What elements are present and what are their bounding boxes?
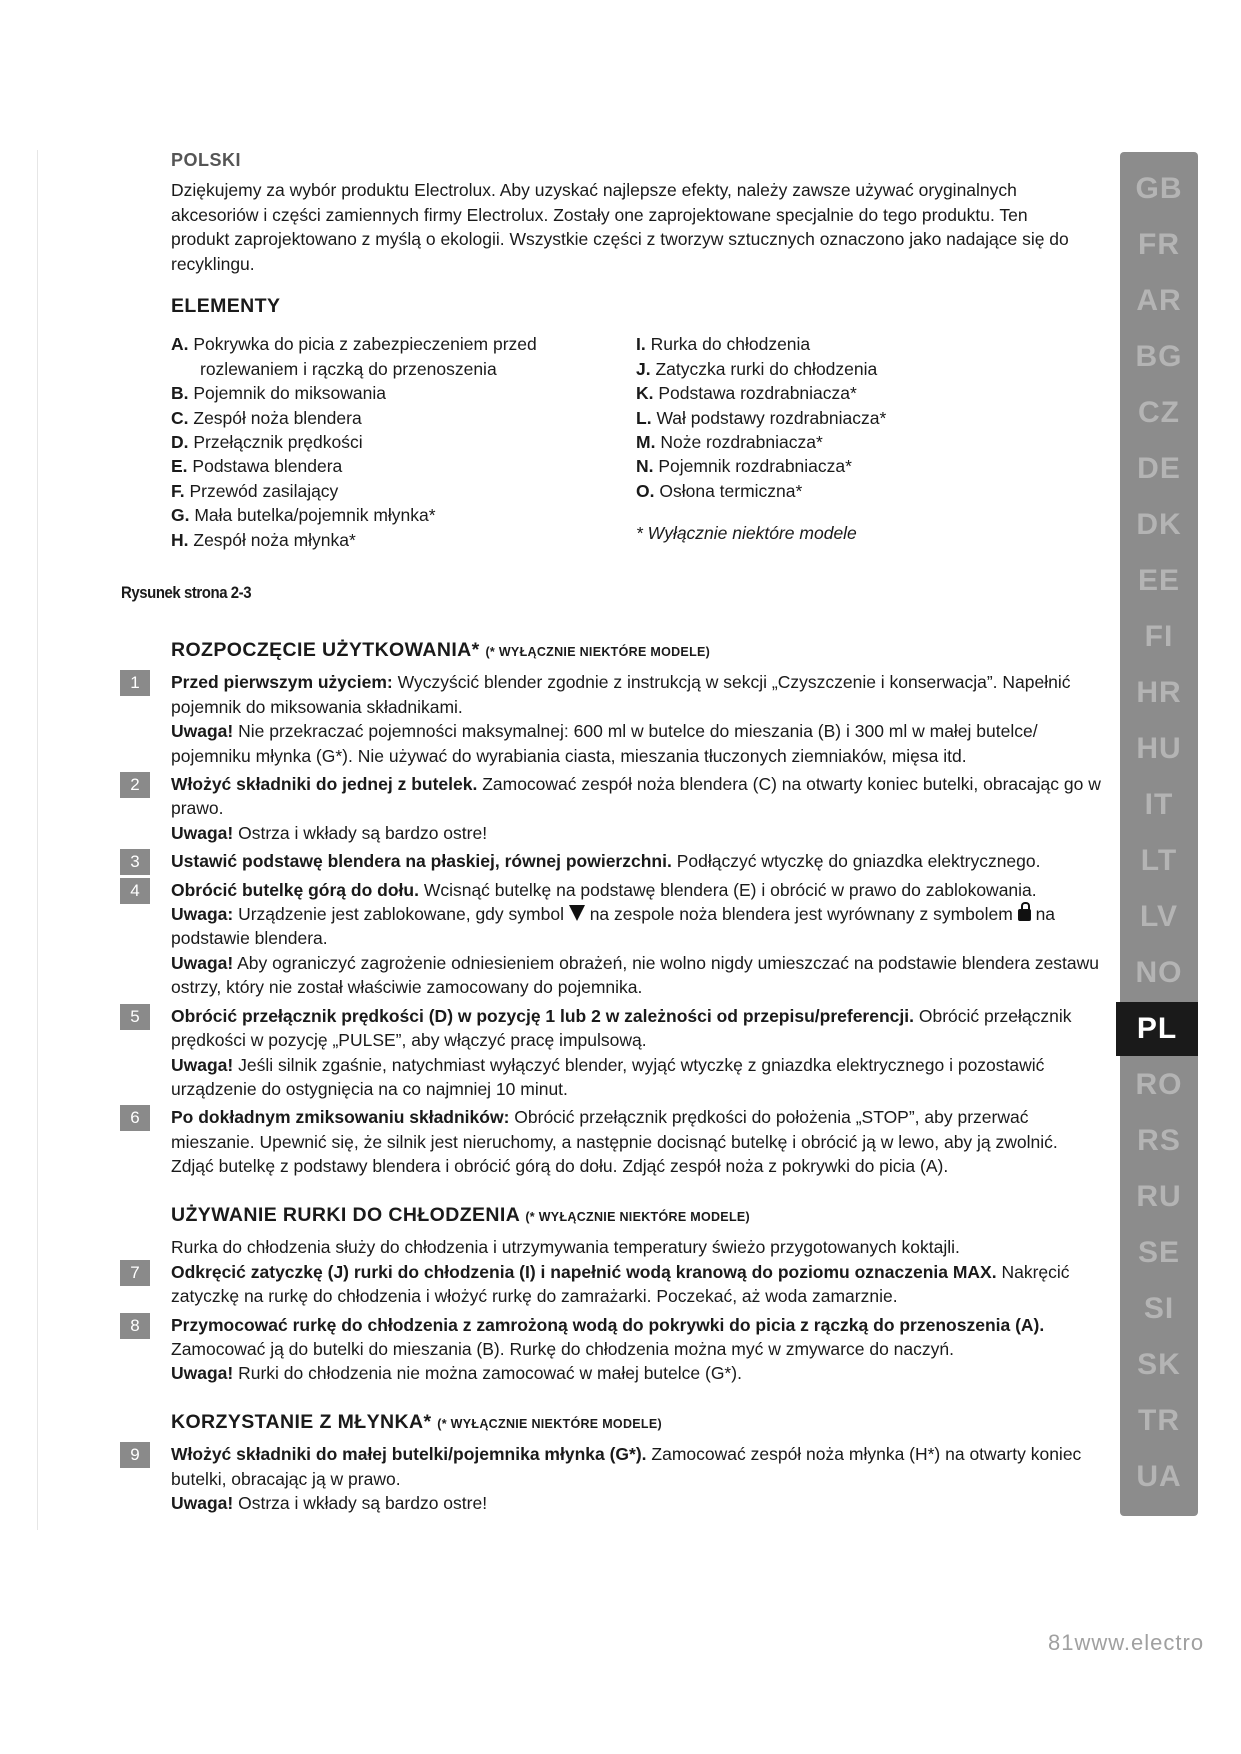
tab-ru[interactable]: RU: [1136, 1180, 1182, 1213]
tab-bg[interactable]: BG: [1135, 340, 1183, 373]
elements-list: [171, 332, 1101, 552]
step-1: 1 Przed pierwszym użyciem: Wyczyścić blender zgodnie z instrukcją w sekcji „Czyszczenie i konserwacja”. Napełnić pojemnik do miksowania składnikami. Uwaga! Nie przekraczać pojemności maksymalnej: 600 ml w butelce do mieszania (B) i 300 ml w małej butelce/ pojemniku młynka (G*). Nie używać do wyrabiania ciasta, mieszania tłuczonych ziemniaków, mięsa itd.: [171, 670, 1101, 768]
tab-lv[interactable]: LV: [1139, 900, 1179, 933]
tab-hr[interactable]: HR: [1136, 676, 1182, 709]
page-footer: 81www.electro: [1048, 1630, 1205, 1655]
element-item-continuation: rozlewaniem i rączką do przenoszenia: [200, 358, 497, 379]
section-cooling-tube: [130, 1193, 1101, 1386]
element-item: O. Osłona termiczna*: [636, 480, 803, 501]
step-4: 4 Obrócić butelkę górą do dołu. Wcisnąć butelkę na podstawę blendera (E) i obrócić w prawo do zablokowania. Uwaga: Urządzenie jest zablokowane, gdy symbol na zespole noża blendera jest wyrównany z symbolem na podstawie blendera. Uwaga! Aby ograniczyć zagrożenie odniesieniem obrażeń, nie wolno nigdy umieszczać na podstawie blendera zestawu ostrzy, który nie został właściwie zamocowany do pojemnika.: [171, 878, 1101, 1000]
elements-footnote: * Wyłącznie niektóre modele: [636, 523, 857, 544]
element-item: D. Przełącznik prędkości: [171, 432, 363, 453]
element-item: N. Pojemnik rozdrabniacza*: [636, 456, 852, 477]
tab-rs[interactable]: RS: [1137, 1124, 1181, 1157]
figure-reference: Rysunek strona 2-3: [121, 583, 252, 602]
tab-dk[interactable]: DK: [1136, 508, 1182, 541]
section-heading: UŻYWANIE RURKI DO CHŁODZENIA (* WYŁĄCZNIE NIEKTÓRE MODELE): [171, 1204, 750, 1226]
element-item: B. Pojemnik do miksowania: [171, 383, 386, 404]
tab-se[interactable]: SE: [1137, 1236, 1181, 1269]
section-heading: ROZPOCZĘCIE UŻYTKOWANIA* (* WYŁĄCZNIE NIEKTÓRE MODELE): [171, 639, 711, 661]
tab-it[interactable]: IT: [1144, 788, 1174, 821]
page-content: [171, 148, 1101, 552]
tab-si[interactable]: SI: [1143, 1292, 1175, 1325]
element-item: C. Zespół noża blendera: [171, 407, 362, 428]
elements-left-column: [171, 332, 636, 552]
element-item: K. Podstawa rozdrabniacza*: [636, 383, 857, 404]
tab-cz[interactable]: CZ: [1138, 396, 1180, 429]
elements-right-column: [636, 332, 1096, 552]
tab-ee[interactable]: EE: [1137, 564, 1181, 597]
element-item: I. Rurka do chłodzenia: [636, 334, 811, 355]
left-margin-rule: [37, 150, 38, 1530]
elements-heading: ELEMENTY: [171, 295, 281, 318]
step-6: 6 Po dokładnym zmiksowaniu składników: Obrócić przełącznik prędkości do położenia „STOP”, aby przerwać mieszanie. Upewnić się, że silnik jest nieruchomy, a następnie docisnąć butelkę i obrócić ją w lewo, aby ją zwolnić. Zdjąć butelkę z podstawy blendera i obrócić górą do dołu. Zdjąć zespół noża z pokrywki do picia (A).: [171, 1105, 1101, 1178]
step-9: 9 Włożyć składniki do małej butelki/pojemnika młynka (G*). Zamocować zespół noża młynka (H*) na otwarty koniec butelki, obracając ją w prawo. Uwaga! Ostrza i wkłady są bardzo ostre!: [171, 1442, 1101, 1515]
element-item: M. Noże rozdrabniacza*: [636, 432, 823, 453]
language-title: POLSKI: [171, 150, 242, 170]
tab-gb[interactable]: GB: [1135, 172, 1183, 205]
section-getting-started: [130, 628, 1101, 1179]
tab-lt[interactable]: LT: [1140, 844, 1178, 877]
intro-paragraph: Dziękujemy za wybór produktu Electrolux. Aby uzyskać najlepsze efekty, należy zawsze używać oryginalnych akcesoriów i części zamiennych firmy Electrolux. Zostały one zaprojektowane specjalnie do tego produktu. Ten produkt zaprojektowano z myślą o ekologii. Wszystkie części z tworzyw sztucznych oznaczono jako nadające się do recyklingu.: [171, 180, 1069, 274]
element-item: G. Mała butelka/pojemnik młynka*: [171, 505, 436, 526]
tab-ua[interactable]: UA: [1136, 1460, 1182, 1493]
element-item: F. Przewód zasilający: [171, 480, 339, 501]
tab-no[interactable]: NO: [1135, 956, 1183, 989]
step-number-badge: 2: [120, 772, 150, 798]
section-heading: KORZYSTANIE Z MŁYNKA* (* WYŁĄCZNIE NIEKTÓRE MODELE): [171, 1411, 662, 1433]
element-item: H. Zespół noża młynka*: [171, 529, 356, 550]
lock-symbol-icon: [1018, 909, 1031, 921]
tab-de[interactable]: DE: [1137, 452, 1181, 485]
tab-fr[interactable]: FR: [1138, 228, 1180, 261]
step-number-badge: 1: [120, 670, 150, 696]
step-number-badge: 9: [120, 1442, 150, 1468]
step-8: 8 Przymocować rurkę do chłodzenia z zamrożoną wodą do pokrywki do picia z rączką do przenoszenia (A). Zamocować ją do butelki do mieszania (B). Rurkę do chłodzenia można myć w zmywarce do naczyń. Uwaga! Rurki do chłodzenia nie można zamocować w małej butelce (G*).: [171, 1313, 1101, 1386]
arrow-down-symbol-icon: [569, 905, 585, 921]
tab-fi[interactable]: FI: [1144, 620, 1174, 653]
step-number-badge: 8: [120, 1313, 150, 1339]
element-item: A. Pokrywka do picia z zabezpieczeniem przed: [171, 334, 537, 355]
step-7: 7 Odkręcić zatyczkę (J) rurki do chłodzenia (I) i napełnić wodą kranową do poziomu oznaczenia MAX. Nakręcić zatyczkę na rurkę do chłodzenia i włożyć rurkę do zamrażarki. Poczekać, aż woda zamarznie.: [171, 1260, 1101, 1309]
step-number-badge: 5: [120, 1004, 150, 1030]
element-item: E. Podstawa blendera: [171, 456, 343, 477]
step-2: 2 Włożyć składniki do jednej z butelek. Zamocować zespół noża blendera (C) na otwarty koniec butelki, obracając go w prawo. Uwaga! Ostrza i wkłady są bardzo ostre!: [171, 772, 1101, 845]
section-intro: Rurka do chłodzenia służy do chłodzenia i utrzymywania temperatury świeżo przygotowanych koktajli.: [171, 1237, 960, 1258]
step-number-badge: 7: [120, 1260, 150, 1286]
element-item: J. Zatyczka rurki do chłodzenia: [636, 358, 878, 379]
tab-tr[interactable]: TR: [1138, 1404, 1180, 1437]
tab-pl[interactable]: PL: [1116, 1002, 1198, 1056]
step-3: 3 Ustawić podstawę blendera na płaskiej, równej powierzchni. Podłączyć wtyczkę do gniazdka elektrycznego.: [171, 849, 1101, 873]
tab-ar[interactable]: AR: [1136, 284, 1182, 317]
language-tabs: [1120, 152, 1198, 1516]
step-number-badge: 3: [120, 849, 150, 875]
element-item: L. Wał podstawy rozdrabniacza*: [636, 407, 887, 428]
step-number-badge: 4: [120, 878, 150, 904]
section-grinder: [130, 1400, 1101, 1516]
tab-ro[interactable]: RO: [1135, 1068, 1183, 1101]
tab-hu[interactable]: HU: [1136, 732, 1182, 765]
step-5: 5 Obrócić przełącznik prędkości (D) w pozycję 1 lub 2 w zależności od przepisu/preferencji. Obrócić przełącznik prędkości w pozycję „PULSE”, aby włączyć pracę impulsową. Uwaga! Jeśli silnik zgaśnie, natychmiast wyłączyć blender, wyjąć wtyczkę z gniazdka elektrycznego i pozostawić urządzenie do ostygnięcia na co najmniej 10 minut.: [171, 1004, 1101, 1102]
tab-sk[interactable]: SK: [1137, 1348, 1181, 1381]
step-number-badge: 6: [120, 1105, 150, 1131]
